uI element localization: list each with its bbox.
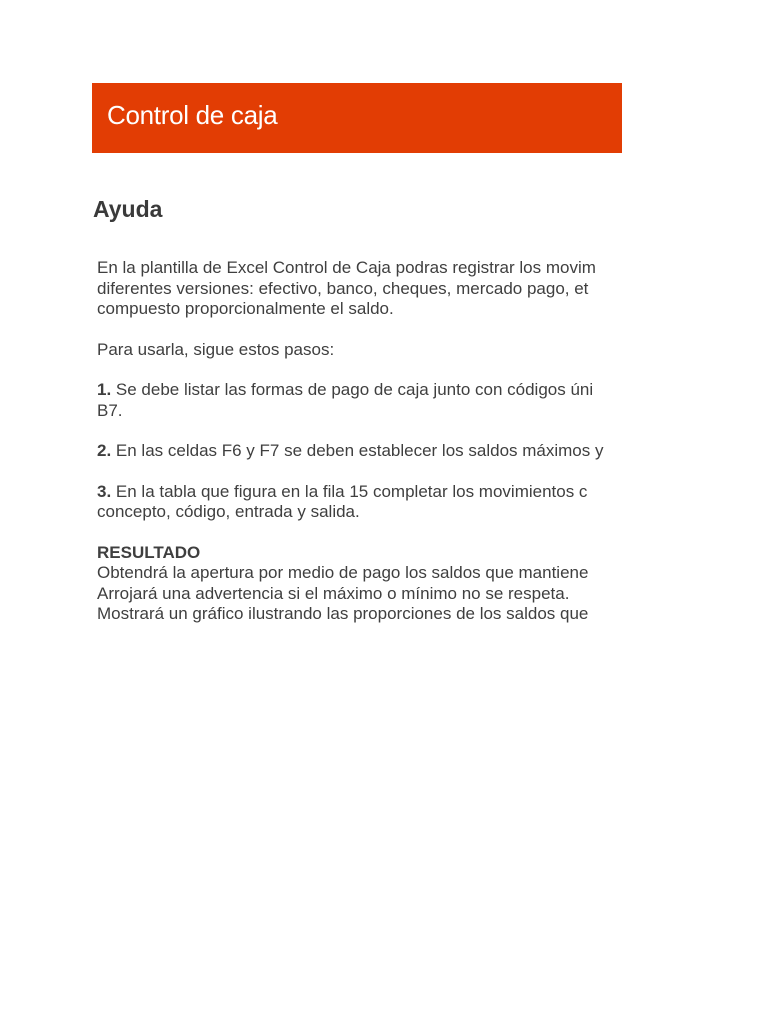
- result-line: Arrojará una advertencia si el máximo o mínimo no se respeta.: [97, 583, 570, 603]
- result-line: Obtendrá la apertura por medio de pago los saldos que mantiene: [97, 563, 589, 582]
- step-2-text: En las celdas F6 y F7 se deben establecer los saldos máximos y: [111, 441, 604, 460]
- result-paragraph: [97, 543, 622, 625]
- step-2-paragraph: [97, 441, 622, 462]
- step-1-text: Se debe listar las formas de pago de caja junto con códigos úni: [111, 380, 594, 399]
- result-label: RESULTADO: [97, 542, 201, 562]
- step-1-number: 1.: [97, 380, 112, 399]
- step-1-line: [97, 380, 622, 401]
- step-3-line: [97, 482, 622, 503]
- page-title: Control de caja: [107, 100, 278, 130]
- intro-line: compuesto proporcionalmente el saldo.: [97, 299, 394, 318]
- usage-intro-paragraph: [97, 340, 622, 361]
- intro-line: diferentes versiones: efectivo, banco, cheques, mercado pago, et: [97, 278, 589, 298]
- title-banner: [92, 83, 622, 153]
- step-2-number: 2.: [97, 441, 112, 460]
- intro-line: En la plantilla de Excel Control de Caja podras registrar los movim: [97, 258, 596, 277]
- result-line: Mostrará un gráfico ilustrando las proporciones de los saldos que: [97, 604, 589, 623]
- step-3-paragraph: [97, 482, 622, 523]
- help-body: [97, 258, 622, 645]
- step-3-number: 3.: [97, 481, 112, 501]
- step-3-text: En la tabla que figura en la fila 15 completar los movimientos c: [111, 481, 588, 501]
- usage-intro: Para usarla, sigue estos pasos:: [97, 339, 335, 359]
- intro-paragraph: [97, 258, 622, 320]
- help-heading: Ayuda: [93, 196, 163, 222]
- step-1-line-2: B7.: [97, 400, 123, 420]
- step-2-line: [97, 441, 622, 462]
- step-3-line-2: concepto, código, entrada y salida.: [97, 502, 360, 521]
- step-1-paragraph: [97, 380, 622, 421]
